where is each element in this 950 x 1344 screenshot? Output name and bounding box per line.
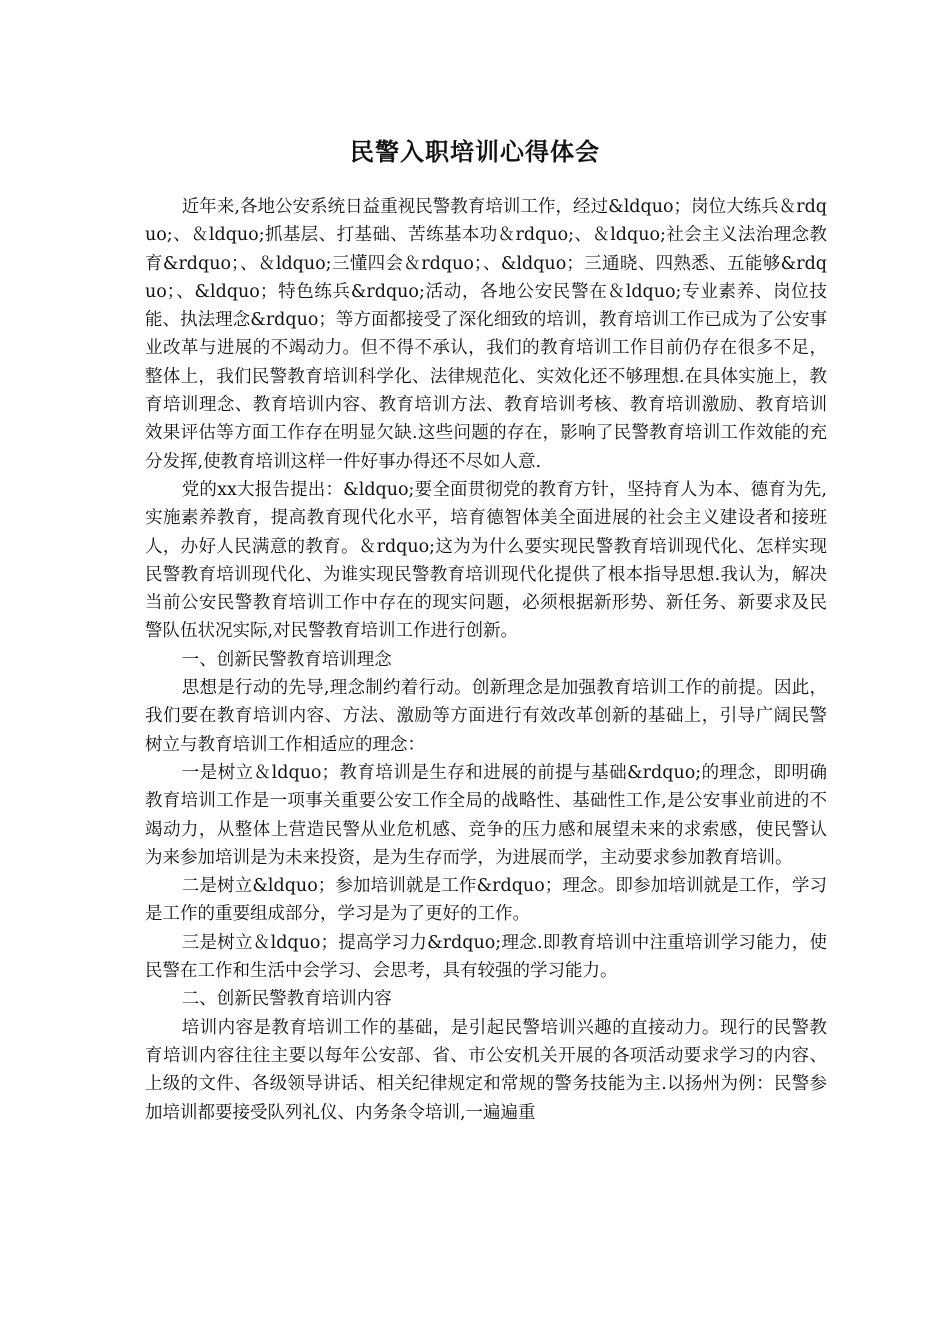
document-title: 民警入职培训心得体会 <box>350 138 600 166</box>
section-heading: 二、创新民警教育培训内容 <box>181 989 392 1010</box>
paragraph: 二是树立&ldquo；参加培训就是工作&rdquo；理念。即参加培训就是工作，学习是工作的重要组成部分，学习是为了更好的工作。 <box>145 876 827 925</box>
document-body <box>145 193 827 1127</box>
paragraph: 培训内容是教育培训工作的基础，是引起民警培训兴趣的直接动力。现行的民警教育培训内容往往主要以每年公安部、省、市公安机关开展的各项活动要求学习的内容、上级的文件、各级领导讲话、相关纪律规定和常规的警务技能为主.以扬州为例：民警参加培训都要接受队列礼仪、内务条令培训,一遍遍重 <box>145 1017 827 1123</box>
paragraph: 近年来,各地公安系统日益重视民警教育培训工作，经过&ldquo；岗位大练兵＆rdquo;、＆ldquo;抓基层、打基础、苦练基本功＆rdquo;、＆ldquo;社会主义法治理念教育&rdquo；、＆ldquo;三懂四会＆rdquo；、&ldquo；三通晓、四熟悉、五能够&rdquo；、&ldquo；特色练兵&rdquo;活动，各地公安民警在＆ldquo;专业素养、岗位技能、执法理念&rdquo；等方面都接受了深化细致的培训，教育培训工作已成为了公安事业改革与进展的不竭动力。但不得不承认，我们的教育培训工作目前仍存在很多不足，整体上，我们民警教育培训科学化、法律规范化、实效化还不够理想.在具体实施上，教育培训理念、教育培训内容、教育培训方法、教育培训考核、教育培训激励、教育培训效果评估等方面工作存在明显欠缺.这些问题的存在，影响了民警教育培训工作效能的充分发挥,使教育培训这样一件好事办得还不尽如人意. <box>145 197 827 472</box>
paragraph: 一是树立＆ldquo；教育培训是生存和进展的前提与基础&rdquo;的理念，即明确教育培训工作是一项事关重要公安工作全局的战略性、基础性工作,是公安事业前进的不竭动力，从整体上营造民警从业危机感、竞争的压力感和展望未来的求索感，使民警认为来参加培训是为未来投资，是为生存而学，为进展而学，主动要求参加教育培训。 <box>145 762 827 868</box>
paragraph: 三是树立＆ldquo；提高学习力&rdquo;理念.即教育培训中注重培训学习能力，使民警在工作和生活中会学习、会思考，具有较强的学习能力。 <box>145 932 827 982</box>
paragraph: 思想是行动的先导,理念制约着行动。创新理念是加强教育培训工作的前提。因此，我们要在教育培训内容、方法、激励等方面进行有效改革创新的基础上，引导广阔民警树立与教育培训工作相适应的理念： <box>145 678 827 755</box>
paragraph: 党的xx大报告提出：&ldquo;要全面贯彻党的教育方针，坚持育人为本、德育为先,实施素养教育，提高教育现代化水平，培育德智体美全面进展的社会主义建设者和接班人，办好人民满意的教育。＆rdquo;这为为什么要实现民警教育培训现代化、怎样实现民警教育培训现代化、为谁实现民警教育培训现代化提供了根本指导思想.我认为，解决当前公安民警教育培训工作中存在的现实问题，必须根据新形势、新任务、新要求及民警队伍状况实际,对民警教育培训工作进行创新。 <box>145 479 827 642</box>
section-heading: 一、创新民警教育培训理念 <box>181 649 392 670</box>
